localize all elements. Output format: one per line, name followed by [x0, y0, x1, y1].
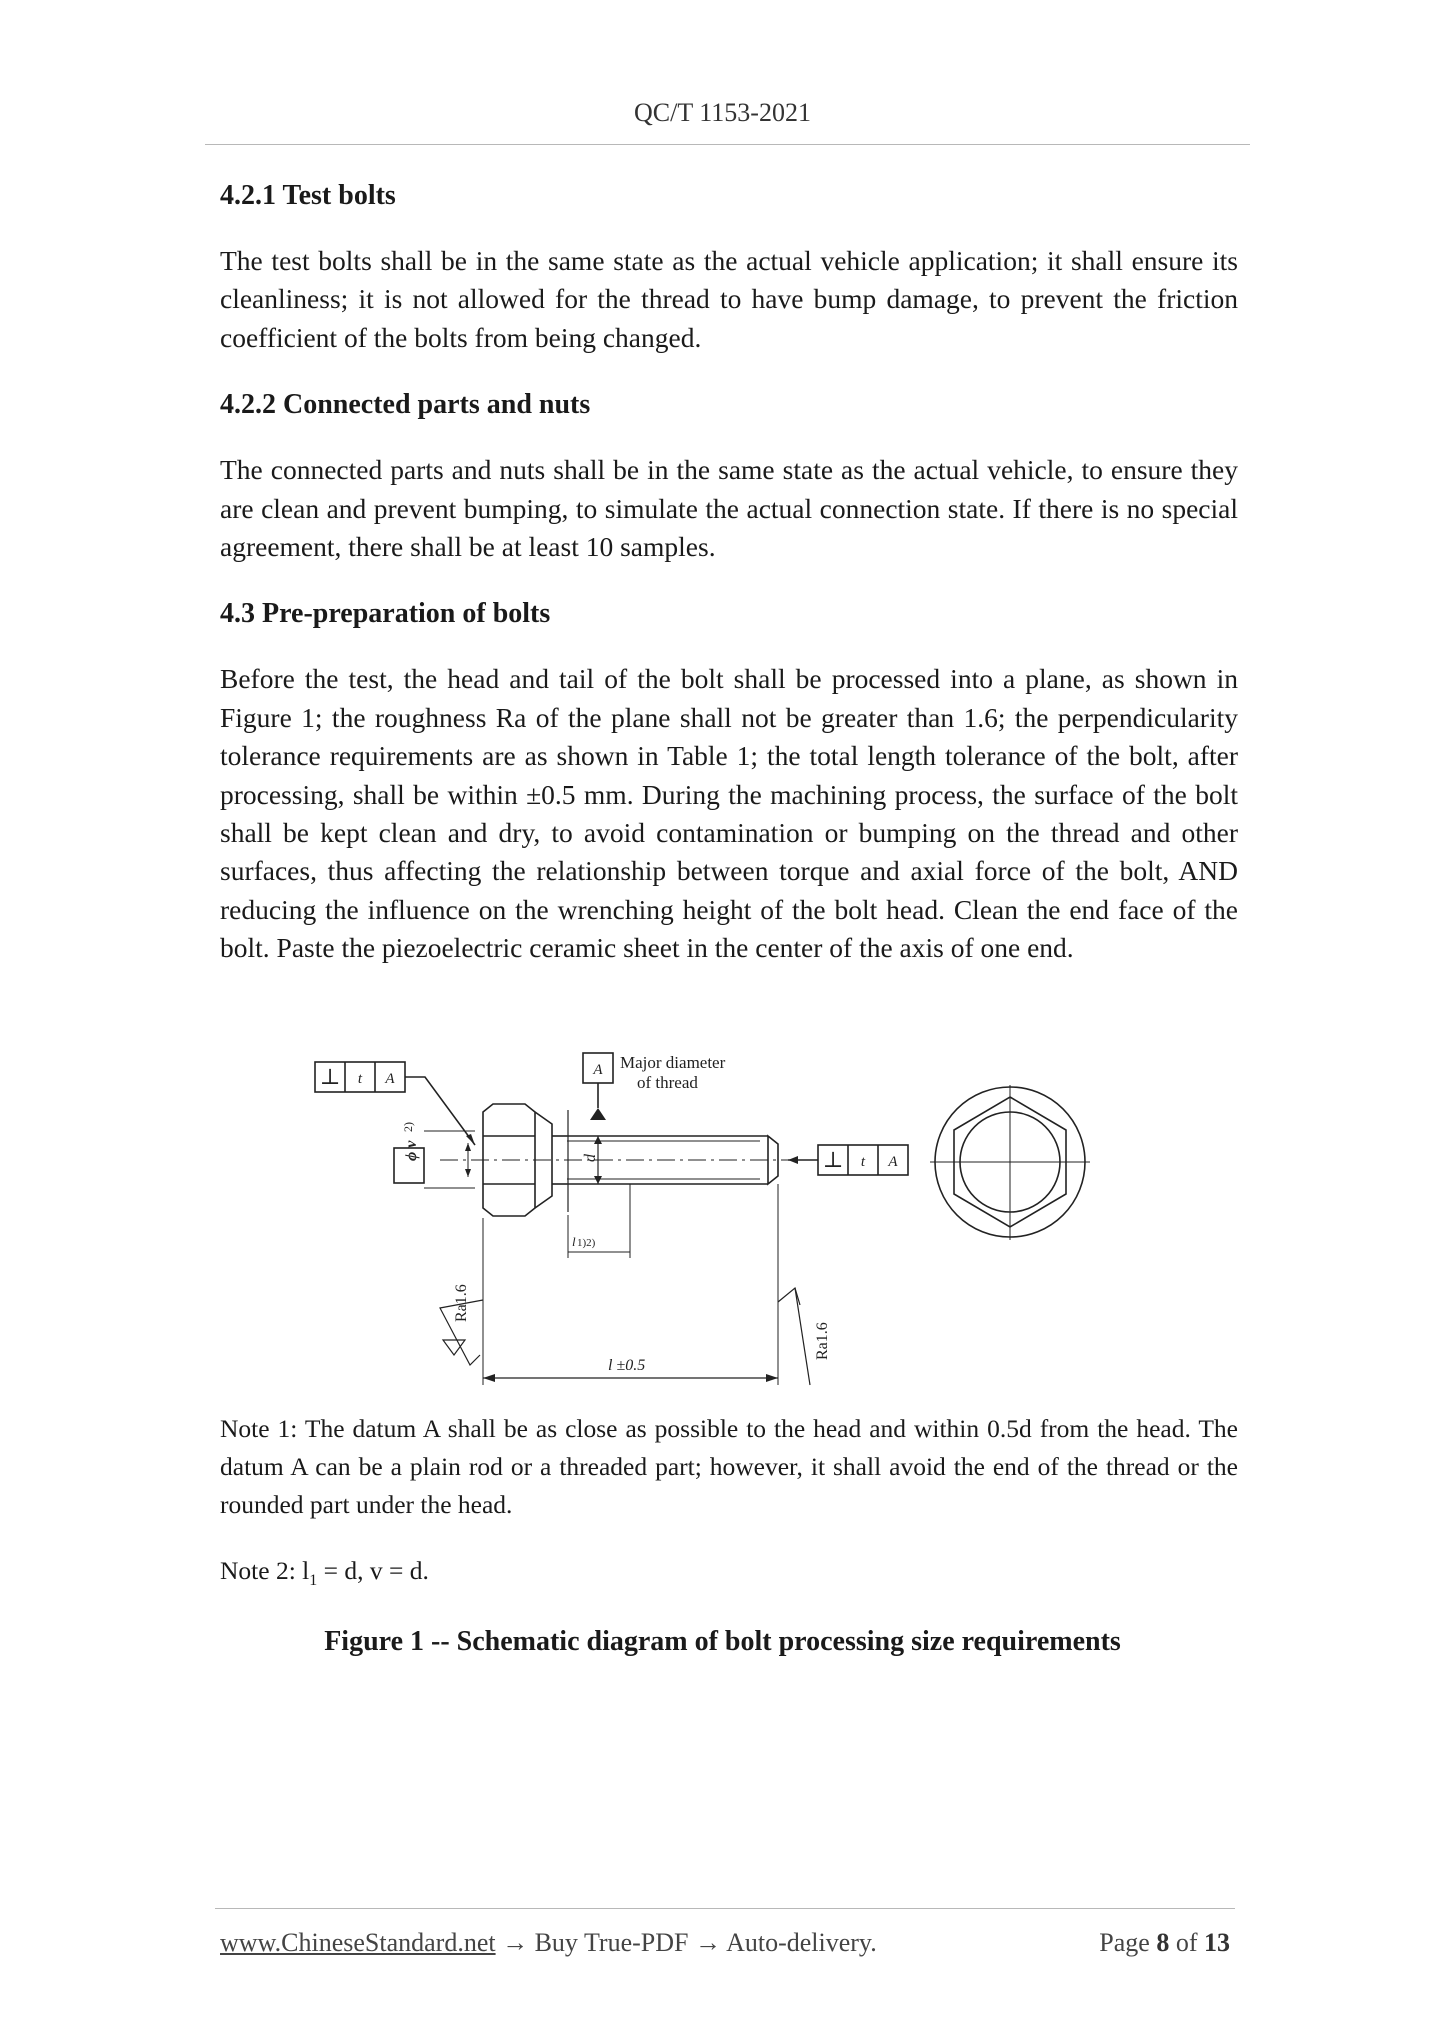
total-pages: 13 — [1204, 1928, 1230, 1957]
arrow-icon: → — [688, 1928, 727, 1957]
diameter-d-label: d — [582, 1154, 599, 1162]
major-diameter-label-2: of thread — [637, 1073, 698, 1092]
footer-divider — [215, 1908, 1235, 1909]
datum-a-letter: A — [593, 1062, 603, 1078]
note-2-suffix: = d, v = d. — [317, 1556, 429, 1585]
main-content — [220, 170, 1238, 998]
roughness-right — [778, 1288, 831, 1385]
note-2 — [220, 1552, 1238, 1600]
l1-superscript: 1)2) — [577, 1237, 596, 1249]
phi-v-superscript: 2) — [401, 1122, 415, 1132]
header-divider — [205, 144, 1250, 145]
buy-pdf-text: Buy True-PDF — [534, 1928, 689, 1957]
roughness-left — [440, 1284, 483, 1365]
figure-notes — [220, 1410, 1238, 1628]
bolt-schematic-figure — [290, 1040, 1180, 1390]
roughness-right-label: Ra1.6 — [814, 1322, 831, 1360]
datum-a-right: A — [888, 1154, 898, 1170]
section-heading-test-bolts: 4.2.1 Test bolts — [220, 180, 396, 211]
of-word: of — [1175, 1928, 1198, 1957]
bolt-end-view — [930, 1085, 1090, 1240]
page-number — [1099, 1928, 1230, 1958]
tolerance-t-right: t — [860, 1154, 866, 1170]
site-link[interactable]: www.ChineseStandard.net — [220, 1928, 496, 1957]
section-text-test-bolts: The test bolts shall be in the same state as the actual vehicle application; it shall ensure its cleanliness; it is not allowed for the thread to have bump damage, to prevent the friction coefficient of the bolts from being changed. — [220, 245, 1238, 353]
tolerance-t-left: t — [357, 1071, 363, 1087]
figure-caption: Figure 1 -- Schematic diagram of bolt processing size requirements — [324, 1626, 1121, 1657]
auto-delivery-text: Auto-delivery. — [726, 1928, 877, 1957]
note-2-subscript: 1 — [309, 1572, 318, 1590]
leader-head-frame — [405, 1077, 475, 1145]
roughness-left-label: Ra1.6 — [453, 1284, 470, 1322]
perpendicularity-frame-head — [315, 1062, 405, 1092]
perp-symbol-left: ⊥ — [319, 1064, 341, 1089]
perpendicularity-frame-tail — [788, 1145, 908, 1175]
current-page: 8 — [1156, 1928, 1170, 1957]
note-2-prefix: Note 2: l — [220, 1556, 310, 1585]
footer-promo — [220, 1928, 877, 1958]
datum-a-left: A — [385, 1071, 395, 1087]
section-text-connected-parts: The connected parts and nuts shall be in the same state as the actual vehicle, to ensure they are clean and prevent bumping, to simulate the actual connection state. If there is no special agreement, there shall be at least 10 samples. — [220, 454, 1238, 563]
l1-dimension — [568, 1184, 630, 1258]
bolt-schematic-drawing — [290, 1040, 1180, 1390]
datum-a-frame — [583, 1053, 726, 1120]
perp-symbol-right: ⊥ — [822, 1147, 844, 1172]
datum-triangle — [590, 1108, 606, 1120]
section-heading-connected-parts: 4.2.2 Connected parts and nuts — [220, 389, 591, 421]
phi-v-label: ϕ v — [403, 1140, 420, 1161]
note-1: Note 1: The datum A shall be as close as possible to the head and within 0.5d from the head. The datum A can be a plain rod or a threaded part; however, it shall avoid the end of the thread or the rounded part under the head. — [220, 1414, 1238, 1519]
document-id-header: QC/T 1153-2021 — [634, 98, 811, 127]
major-diameter-label-1: Major diameter — [620, 1053, 726, 1072]
l1-label: l — [572, 1234, 576, 1249]
section-heading-pre-preparation: 4.3 Pre-preparation of bolts — [220, 598, 551, 630]
length-label: l ±0.5 — [608, 1357, 646, 1374]
phi-v-frame — [394, 1122, 475, 1188]
section-text-pre-preparation: Before the test, the head and tail of the bolt shall be processed into a plane, as shown in Figure 1; the roughness Ra of the plane shall not be greater than 1.6; the perpendicularity tolerance requirements are as shown in Table 1; the total length tolerance of the bolt, after processing, shall be within ±0.5 mm. During the machining process, the surface of the bolt shall be kept clean and dry, to avoid contamination or bumping on the thread and other surfaces, thus affecting the relationship between torque and axial force of the bolt, AND reducing the influence on the wrenching height of the bolt head. Clean the end face of the bolt. Paste the piezoelectric ceramic sheet in the center of the axis of one end. — [220, 663, 1238, 964]
arrow-icon: → — [495, 1928, 535, 1957]
page-word: Page — [1099, 1928, 1150, 1957]
